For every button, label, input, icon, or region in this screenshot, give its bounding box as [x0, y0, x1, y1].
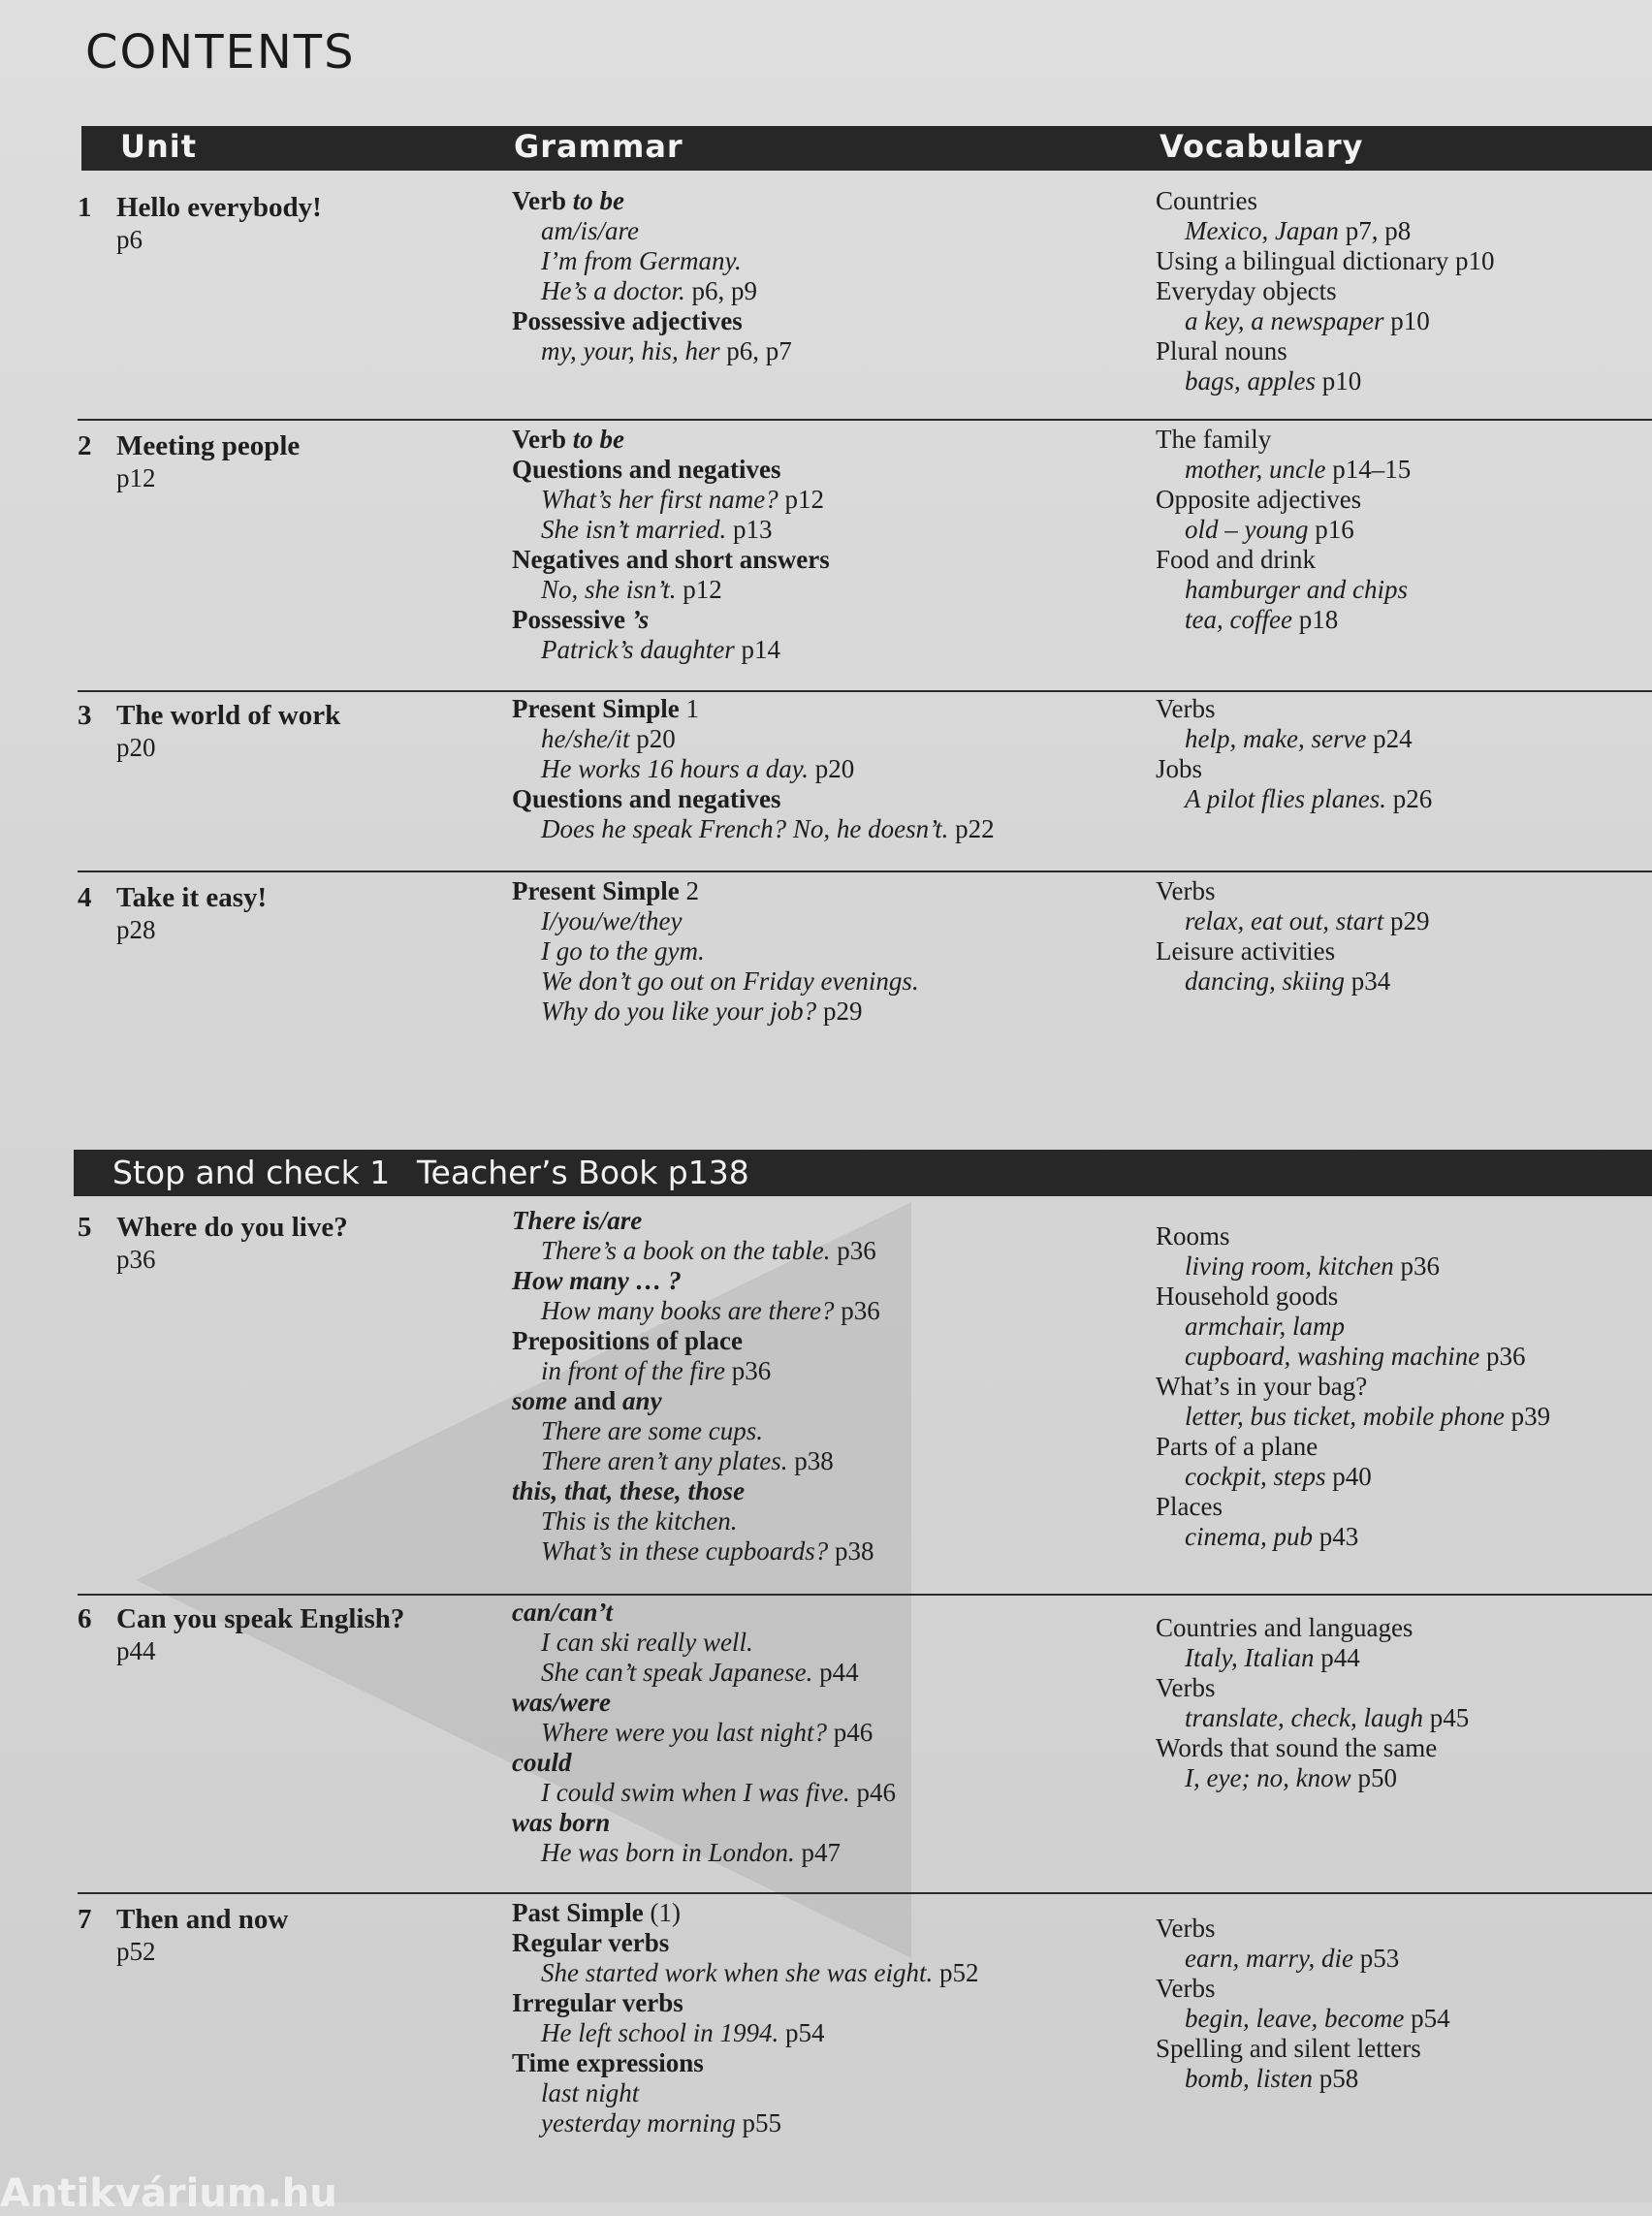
example-text: Mexico, Japan	[1185, 216, 1339, 245]
page-ref: p22	[948, 814, 995, 843]
grammar-heading	[512, 1326, 880, 1356]
unit-number: 1	[78, 192, 92, 223]
page-ref: p29	[1383, 906, 1430, 935]
vocabulary-topic: Countries and languages	[1156, 1613, 1414, 1642]
example-text: help, make, serve	[1185, 724, 1367, 753]
example-text: cockpit, steps	[1185, 1462, 1326, 1491]
heading-number: 1	[685, 694, 699, 723]
heading-text: How many … ?	[512, 1266, 682, 1295]
grammar-example	[512, 1506, 880, 1536]
unit-column-header: Unit	[120, 128, 198, 165]
heading-text: Present Simple	[512, 694, 686, 723]
unit-number: 6	[78, 1603, 92, 1634]
unit-page: p12	[116, 463, 156, 492]
grammar-example	[512, 1958, 978, 1988]
example-text: She isn’t married.	[541, 515, 727, 544]
vocab-example	[1156, 1462, 1550, 1492]
unit-number: 5	[78, 1212, 92, 1243]
vocab-example	[1156, 1763, 1469, 1793]
grammar-heading	[512, 1266, 880, 1296]
page-ref: p53	[1352, 1944, 1400, 1973]
heading-text: Possessive	[512, 605, 632, 634]
page-ref: p38	[787, 1446, 834, 1475]
page-ref: p43	[1312, 1522, 1359, 1551]
heading-text: Possessive adjectives	[512, 306, 743, 335]
grammar-heading	[512, 1928, 978, 1958]
example-text: a key, a newspaper	[1185, 306, 1384, 335]
heading-text: Prepositions of place	[512, 1326, 743, 1355]
grammar-example	[512, 1838, 896, 1868]
page-ref: p45	[1422, 1703, 1470, 1732]
heading-em: some	[512, 1386, 567, 1415]
grammar-example	[512, 515, 830, 545]
example-text: armchair, lamp	[1185, 1312, 1346, 1341]
stop-and-check-label: Stop and check 1	[112, 1154, 391, 1191]
grammar-example	[512, 1356, 880, 1386]
vocab-example	[1156, 1312, 1550, 1342]
vocabulary-column	[1156, 1613, 1469, 1793]
example-text: cupboard, washing machine	[1185, 1342, 1480, 1371]
grammar-example	[512, 724, 995, 754]
vocabulary-topic: Rooms	[1156, 1221, 1230, 1250]
example-text: Does he speak French? No, he doesn’t.	[541, 814, 949, 843]
vocab-example	[1156, 2004, 1450, 2034]
heading-text: Verb	[512, 425, 573, 454]
page-ref: p52	[933, 1958, 979, 1987]
vocabulary-topic: Places	[1156, 1492, 1223, 1521]
example-text: bags, apples	[1185, 366, 1316, 396]
example-text: We don’t go out on Friday evenings.	[541, 966, 919, 996]
unit-page: p20	[116, 733, 156, 762]
grammar-heading	[512, 545, 830, 575]
example-text: I, eye; no, know	[1185, 1763, 1351, 1792]
page-ref: p36	[1479, 1342, 1526, 1371]
vocab-example	[1156, 2064, 1450, 2094]
grammar-heading	[512, 186, 792, 216]
example-text: He’s a doctor.	[541, 276, 685, 305]
vocabulary-topic: Parts of a plane	[1156, 1432, 1318, 1461]
grammar-column	[512, 425, 830, 665]
example-text: I go to the gym.	[541, 936, 705, 966]
grammar-heading	[512, 1898, 978, 1928]
unit-page: p6	[116, 225, 143, 254]
vocabulary-column	[1156, 876, 1429, 997]
heading-text: Regular verbs	[512, 1928, 670, 1957]
grammar-heading	[512, 306, 792, 336]
example-text: begin, leave, become	[1185, 2004, 1405, 2033]
page-ref: p18	[1291, 605, 1339, 634]
example-text: I’m from Germany.	[541, 246, 742, 275]
grammar-column	[512, 1598, 896, 1868]
stop-and-check-bar	[74, 1150, 1652, 1196]
page-ref: p55	[735, 2108, 781, 2137]
page-ref: p29	[816, 997, 863, 1026]
unit-title: Meeting people	[116, 430, 301, 461]
example-text: my, your, his, her	[541, 336, 720, 365]
vocab-example	[1156, 366, 1494, 396]
example-text: What’s her first name?	[541, 485, 778, 514]
grammar-heading	[512, 1386, 880, 1416]
vocab-example	[1156, 605, 1411, 635]
page-ref: p12	[676, 575, 722, 604]
example-text: What’s in these cupboards?	[541, 1536, 829, 1566]
example-text: He left school in 1994.	[541, 2018, 779, 2047]
example-text: tea, coffee	[1185, 605, 1292, 634]
page-ref: p14	[734, 635, 780, 664]
example-text: Where were you last night?	[541, 1718, 827, 1747]
grammar-column	[512, 1898, 978, 2138]
page-ref: p24	[1366, 724, 1413, 753]
vocab-example	[1156, 724, 1432, 754]
example-text: I could swim when I was five.	[541, 1778, 850, 1807]
vocab-example	[1156, 906, 1429, 936]
heading-text: Verb	[512, 186, 573, 215]
grammar-example	[512, 1446, 880, 1476]
example-text: How many books are there?	[541, 1296, 835, 1325]
unit-number: 7	[78, 1904, 92, 1935]
example-text: living room, kitchen	[1185, 1251, 1394, 1281]
vocabulary-topic: Food and drink	[1156, 545, 1316, 574]
heading-text: was/were	[512, 1688, 612, 1717]
grammar-example	[512, 997, 919, 1027]
row-divider	[78, 871, 1652, 872]
vocabulary-topic: Plural nouns	[1156, 336, 1287, 365]
vocab-example	[1156, 515, 1411, 545]
example-text: She started work when she was eight.	[541, 1958, 934, 1987]
vocab-example	[1156, 966, 1429, 997]
vocabulary-column	[1156, 1221, 1550, 1552]
heading-em: to be	[572, 186, 625, 215]
grammar-example	[512, 2078, 978, 2108]
grammar-example	[512, 2108, 978, 2138]
heading-text: Questions and negatives	[512, 455, 781, 484]
heading-text: Questions and negatives	[512, 784, 781, 813]
unit-number: 3	[78, 700, 92, 731]
grammar-heading	[512, 694, 995, 724]
heading-text: There is/are	[512, 1206, 643, 1235]
heading-em: ’s	[631, 605, 650, 634]
grammar-heading	[512, 784, 995, 814]
grammar-column-header: Grammar	[514, 128, 683, 165]
page-ref: p44	[812, 1658, 859, 1687]
vocabulary-topic: Words that sound the same	[1156, 1733, 1438, 1762]
heading-number: (1)	[650, 1898, 681, 1927]
unit-title: Can you speak English?	[116, 1603, 405, 1634]
unit-title: Where do you live?	[116, 1212, 348, 1243]
grammar-example	[512, 814, 995, 844]
vocabulary-column-header: Vocabulary	[1160, 128, 1364, 165]
vocabulary-topic: Using a bilingual dictionary p10	[1156, 246, 1495, 275]
example-text: am/is/are	[541, 216, 639, 245]
vocabulary-topic: Verbs	[1156, 1673, 1216, 1702]
example-text: No, she isn’t.	[541, 575, 677, 604]
grammar-column	[512, 876, 919, 1027]
grammar-example	[512, 754, 995, 784]
unit-page: p44	[116, 1636, 156, 1665]
example-text: There are some cups.	[541, 1416, 763, 1445]
page-ref: p46	[849, 1778, 896, 1807]
heading-text: Past Simple	[512, 1898, 651, 1927]
example-text: A pilot flies planes.	[1185, 784, 1386, 813]
vocabulary-topic: What’s in your bag?	[1156, 1372, 1368, 1401]
grammar-heading	[512, 455, 830, 485]
vocabulary-column	[1156, 425, 1411, 635]
grammar-column	[512, 186, 792, 366]
page-ref: p14–15	[1325, 455, 1412, 484]
vocab-example	[1156, 1703, 1469, 1733]
example-text: mother, uncle	[1185, 455, 1326, 484]
example-text: This is the kitchen.	[541, 1506, 738, 1535]
grammar-heading	[512, 2048, 978, 2078]
grammar-example	[512, 1628, 896, 1658]
grammar-example	[512, 936, 919, 966]
page-ref: p20	[629, 724, 676, 753]
example-text: I/you/we/they	[541, 906, 683, 935]
grammar-heading	[512, 1598, 896, 1628]
page-title: CONTENTS	[85, 25, 356, 79]
grammar-heading	[512, 425, 830, 455]
vocabulary-topic: Jobs	[1156, 754, 1203, 783]
vocab-example	[1156, 784, 1432, 814]
heading-text: Negatives and short answers	[512, 545, 830, 574]
grammar-example	[512, 485, 830, 515]
heading-em: any	[622, 1386, 662, 1415]
example-text: letter, bus ticket, mobile phone	[1185, 1402, 1505, 1431]
vocabulary-column	[1156, 186, 1494, 396]
grammar-example	[512, 575, 830, 605]
vocab-example	[1156, 216, 1494, 246]
vocabulary-column	[1156, 694, 1432, 814]
example-text: Why do you like your job?	[541, 997, 817, 1026]
page-ref: p44	[1314, 1643, 1360, 1672]
heading-number: 2	[685, 876, 699, 905]
page-ref: p50	[1350, 1763, 1397, 1792]
grammar-example	[512, 635, 830, 665]
unit-number: 2	[78, 430, 92, 461]
grammar-column	[512, 694, 995, 844]
heading-text: was born	[512, 1808, 611, 1837]
grammar-heading	[512, 1688, 896, 1718]
vocab-example	[1156, 1944, 1450, 1974]
vocab-example	[1156, 306, 1494, 336]
example-text: cinema, pub	[1185, 1522, 1313, 1551]
vocab-example	[1156, 1342, 1550, 1372]
example-text: I can ski really well.	[541, 1628, 753, 1657]
grammar-heading	[512, 876, 919, 906]
heading-text: this, that, these, those	[512, 1476, 746, 1505]
vocabulary-topic: Countries	[1156, 186, 1257, 215]
example-text: There’s a book on the table.	[541, 1236, 831, 1265]
grammar-example	[512, 216, 792, 246]
page-ref: p6, p7	[719, 336, 792, 365]
row-divider	[78, 1594, 1652, 1596]
grammar-example	[512, 1778, 896, 1808]
heading-text: Time expressions	[512, 2048, 704, 2077]
grammar-example	[512, 1236, 880, 1266]
heading-text: Irregular verbs	[512, 1988, 683, 2017]
page-ref: p39	[1504, 1402, 1551, 1431]
footer-watermark: Antikvárium.hu	[0, 2171, 337, 2216]
vocabulary-topic: Everyday objects	[1156, 276, 1337, 305]
unit-title: The world of work	[116, 700, 341, 731]
page-ref: p10	[1316, 366, 1362, 396]
heading-text: and	[567, 1386, 623, 1415]
grammar-example	[512, 906, 919, 936]
vocab-example	[1156, 1643, 1469, 1673]
column-header-bar	[81, 126, 1652, 171]
example-text: old – young	[1185, 515, 1309, 544]
vocabulary-topic: Verbs	[1156, 1974, 1216, 2003]
grammar-example	[512, 966, 919, 997]
grammar-example	[512, 2018, 978, 2048]
grammar-heading	[512, 1748, 896, 1778]
grammar-example	[512, 1536, 880, 1567]
grammar-example	[512, 246, 792, 276]
example-text: She can’t speak Japanese.	[541, 1658, 813, 1687]
page-ref: p12	[778, 485, 825, 514]
example-text: hamburger and chips	[1185, 575, 1408, 604]
page-ref: p20	[809, 754, 855, 783]
heading-text: could	[512, 1748, 572, 1777]
unit-page: p36	[116, 1245, 156, 1274]
page-ref: p46	[826, 1718, 874, 1747]
grammar-example	[512, 276, 792, 306]
row-divider	[78, 1892, 1652, 1894]
page-ref: p54	[778, 2018, 825, 2047]
page-ref: p6, p9	[684, 276, 758, 305]
example-text: bomb, listen	[1185, 2064, 1313, 2093]
example-text: translate, check, laugh	[1185, 1703, 1423, 1732]
grammar-column	[512, 1206, 880, 1567]
page-ref: p36	[834, 1296, 880, 1325]
row-divider	[78, 690, 1652, 692]
example-text: yesterday morning	[541, 2108, 736, 2137]
vocab-example	[1156, 1402, 1550, 1432]
example-text: Italy, Italian	[1185, 1643, 1315, 1672]
example-text: He was born in London.	[541, 1838, 795, 1867]
grammar-example	[512, 1658, 896, 1688]
grammar-example	[512, 1718, 896, 1748]
vocabulary-topic: Leisure activities	[1156, 936, 1336, 966]
page-ref: p13	[726, 515, 773, 544]
vocabulary-topic: Spelling and silent letters	[1156, 2034, 1421, 2063]
example-text: relax, eat out, start	[1185, 906, 1384, 935]
vocabulary-topic: Opposite adjectives	[1156, 485, 1362, 514]
grammar-heading	[512, 1808, 896, 1838]
vocabulary-column	[1156, 1914, 1450, 2094]
grammar-heading	[512, 605, 830, 635]
grammar-heading	[512, 1476, 880, 1506]
page-ref: p26	[1386, 784, 1433, 813]
example-text: There aren’t any plates.	[541, 1446, 788, 1475]
page-ref: p36	[1393, 1251, 1440, 1281]
grammar-example	[512, 1416, 880, 1446]
page-ref: p38	[828, 1536, 874, 1566]
vocabulary-topic: Verbs	[1156, 876, 1216, 905]
page-ref: p54	[1404, 2004, 1450, 2033]
unit-title: Take it easy!	[116, 882, 268, 913]
heading-text: can/can’t	[512, 1598, 613, 1627]
unit-number: 4	[78, 882, 92, 913]
heading-em: to be	[572, 425, 625, 454]
example-text: He works 16 hours a day.	[541, 754, 809, 783]
grammar-example	[512, 1296, 880, 1326]
row-divider	[78, 419, 1652, 421]
page-ref: p36	[830, 1236, 876, 1265]
unit-page: p52	[116, 1937, 156, 1966]
unit-page: p28	[116, 915, 156, 944]
page-ref: p7, p8	[1338, 216, 1412, 245]
vocabulary-topic: Household goods	[1156, 1282, 1339, 1311]
page-ref: p47	[794, 1838, 842, 1867]
page-ref: p16	[1308, 515, 1354, 544]
unit-title: Hello everybody!	[116, 192, 322, 223]
example-text: earn, marry, die	[1185, 1944, 1353, 1973]
grammar-heading	[512, 1988, 978, 2018]
page-ref: p10	[1383, 306, 1430, 335]
vocab-example	[1156, 1522, 1550, 1552]
example-text: dancing, skiing	[1185, 966, 1345, 996]
grammar-example	[512, 336, 792, 366]
unit-title: Then and now	[116, 1904, 289, 1935]
vocabulary-topic: Verbs	[1156, 1914, 1216, 1943]
vocab-example	[1156, 455, 1411, 485]
page-ref: p34	[1344, 966, 1391, 996]
example-text: in front of the fire	[541, 1356, 725, 1385]
page-ref: p58	[1313, 2064, 1359, 2093]
page-ref: p36	[725, 1356, 772, 1385]
vocabulary-topic: The family	[1156, 425, 1272, 454]
grammar-heading	[512, 1206, 880, 1236]
page-ref: p40	[1325, 1462, 1372, 1491]
vocab-example	[1156, 575, 1411, 605]
example-text: last night	[541, 2078, 640, 2107]
stop-and-check-ref: Teacher’s Book p138	[417, 1154, 749, 1191]
heading-text: Present Simple	[512, 876, 686, 905]
vocab-example	[1156, 1251, 1550, 1282]
vocabulary-topic: Verbs	[1156, 694, 1216, 723]
example-text: he/she/it	[541, 724, 630, 753]
example-text: Patrick’s daughter	[541, 635, 735, 664]
